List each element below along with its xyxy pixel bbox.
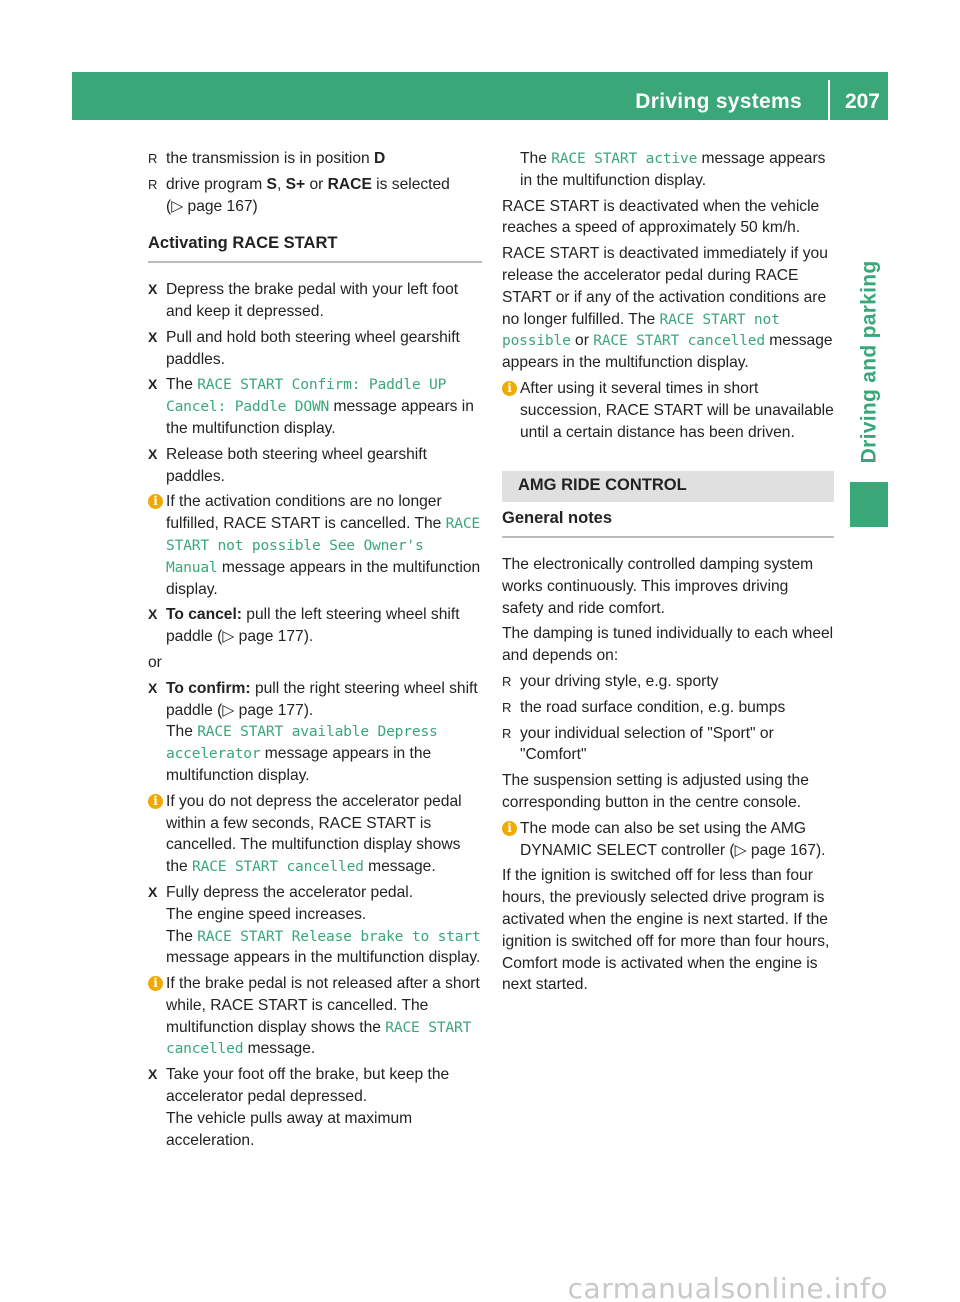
step-arrow-icon: X [148,883,158,900]
text: message appears in the multifunction display. [166,398,474,437]
text: The [166,376,198,394]
text: The vehicle pulls away at maximum acceleration. [166,1109,413,1149]
display-message: RACE START cancelled [166,1018,472,1058]
step [148,327,482,371]
text: your driving style, e.g. sporty [520,672,719,690]
step-arrow-icon: X [148,606,158,623]
display-message: RACE START not possible See Owner's Manual [166,515,481,576]
text: message appears in the multifunction display. [520,150,826,189]
list-item [148,148,482,170]
info-icon: i [148,794,163,809]
text: your individual selection of "Sport" or "Comfort" [520,724,774,764]
page-header-title: Driving systems [635,90,802,113]
display-message: RACE START cancelled [192,858,364,876]
header-bar [72,72,888,120]
step [148,374,482,439]
or-text: or [148,653,162,671]
display-message: RACE START available Depress accelerator [166,723,438,763]
list-item [502,671,834,693]
paragraph [502,243,834,374]
list-item [148,174,482,218]
text: message. [243,1040,316,1058]
step-arrow-icon: X [148,328,158,345]
paragraph [502,148,834,192]
bullet-icon: R [148,176,158,192]
display-message: RACE START not possible [502,310,780,350]
bullet-icon: R [502,725,512,741]
text: message appears in the multifunction display. [166,745,432,784]
text: or [570,332,594,350]
paragraph: The electronically controlled damping system works continuously. This improves driving safety and ride comfort. [502,555,814,617]
bullet-icon: R [502,699,512,715]
info-icon: i [502,821,517,836]
side-tab-label: Driving and parking [857,260,881,464]
section-title: AMG RIDE CONTROL [502,471,834,502]
info-note [502,378,834,443]
text: The [166,723,198,741]
step [148,678,482,787]
step [148,1064,482,1151]
text-bold: To cancel: [166,606,242,624]
info-icon: i [148,494,163,509]
text: , [276,175,286,193]
page-number: 207 [844,90,880,113]
text: Fully depress the accelerator pedal. [166,883,414,901]
text: The [520,150,552,167]
info-note [148,791,482,878]
text: If the activation conditions are no longer fulfilled, RACE START is cancelled. The [166,493,446,533]
left-column [148,148,482,1155]
step-arrow-icon: X [148,1066,158,1083]
right-column [502,148,834,1000]
display-message: RACE START Confirm: Paddle UP Cancel: Paddle DOWN [166,376,447,416]
bullet-icon: R [502,673,512,689]
paragraph: RACE START is deactivated when the vehicle reaches a speed of approximately 50 km/h. [502,197,820,237]
watermark: carmanualsonline.info [567,1272,888,1302]
text: The [166,927,198,945]
text: pull the right steering wheel shift paddle (▷ page 177). [166,679,478,719]
text: is selected [371,175,450,193]
text: After using it several times in short succession, RACE START will be unavailable until a certain distance has been driven. [520,379,834,441]
info-note [148,491,482,600]
text-bold: D [374,150,386,167]
text: Pull and hold both steering wheel gearshift paddles. [166,328,460,368]
step-arrow-icon: X [148,281,158,298]
text: message appears in the multifunction display. [166,558,481,598]
section-heading: General notes [502,508,834,538]
text-bold: RACE [327,175,372,193]
info-icon: i [502,381,517,396]
paragraph: The damping is tuned individually to each wheel and depends on: [502,625,834,665]
step-arrow-icon: X [148,376,158,393]
step [148,604,482,648]
list-item [502,723,834,767]
list-item [502,697,834,719]
text: message appears in the multifunction display. [502,332,833,372]
step-arrow-icon: X [148,679,158,696]
text: If the brake pedal is not released after a short while, RACE START is cancelled. The multifunction display shows the [166,975,480,1036]
info-note [148,973,482,1060]
text: The mode can also be set using the AMG DYNAMIC SELECT controller (▷ page 167). [520,819,826,859]
step [148,444,482,488]
side-tab [845,252,893,472]
text: pull the left steering wheel shift paddle (▷ page 177). [166,606,460,646]
side-tab-marker [850,482,888,527]
info-icon: i [148,976,163,991]
text: Depress the brake pedal with your left foot and keep it depressed. [166,281,459,320]
info-note [502,818,834,862]
step [148,882,482,969]
text: Release both steering wheel gearshift paddles. [166,445,427,485]
text-bold: S [266,175,277,193]
text: RACE START is deactivated immediately if you release the accelerator pedal during RACE START or if any of the activation conditions are no longer fulfilled. The [502,245,828,328]
display-message: RACE START cancelled [593,332,765,350]
bullet-icon: R [148,151,158,166]
text: If you do not depress the accelerator pedal within a few seconds, RACE START is cancelled. The multifunction display shows the [166,792,462,876]
section-heading: Activating RACE START [148,233,482,263]
text: the transmission is in position [166,150,375,167]
text: Take your foot off the brake, but keep the accelerator pedal depressed. [166,1066,450,1106]
paragraph: If the ignition is switched off for less than four hours, the previously selected drive program is activated when the engine is next started. If the ignition is switched off for more than four hours, Comfort mode is activated when the engine is next started. [502,867,830,994]
text: or [305,175,328,193]
text: the road surface condition, e.g. bumps [520,698,786,716]
text: message. [363,858,436,876]
step [148,279,482,323]
display-message: RACE START active [551,150,698,167]
text: message appears in the multifunction display. [166,949,481,967]
text: The engine speed increases. [166,905,367,923]
text-bold: S+ [285,175,306,193]
paragraph: The suspension setting is adjusted using the corresponding button in the centre console. [502,772,809,811]
text-bold: To confirm: [166,679,251,697]
page-reference-link[interactable]: (▷ page 167) [166,197,258,215]
text: drive program [166,175,267,193]
step-arrow-icon: X [148,445,158,462]
display-message: RACE START Release brake to start [197,927,481,945]
header-divider [828,80,830,120]
